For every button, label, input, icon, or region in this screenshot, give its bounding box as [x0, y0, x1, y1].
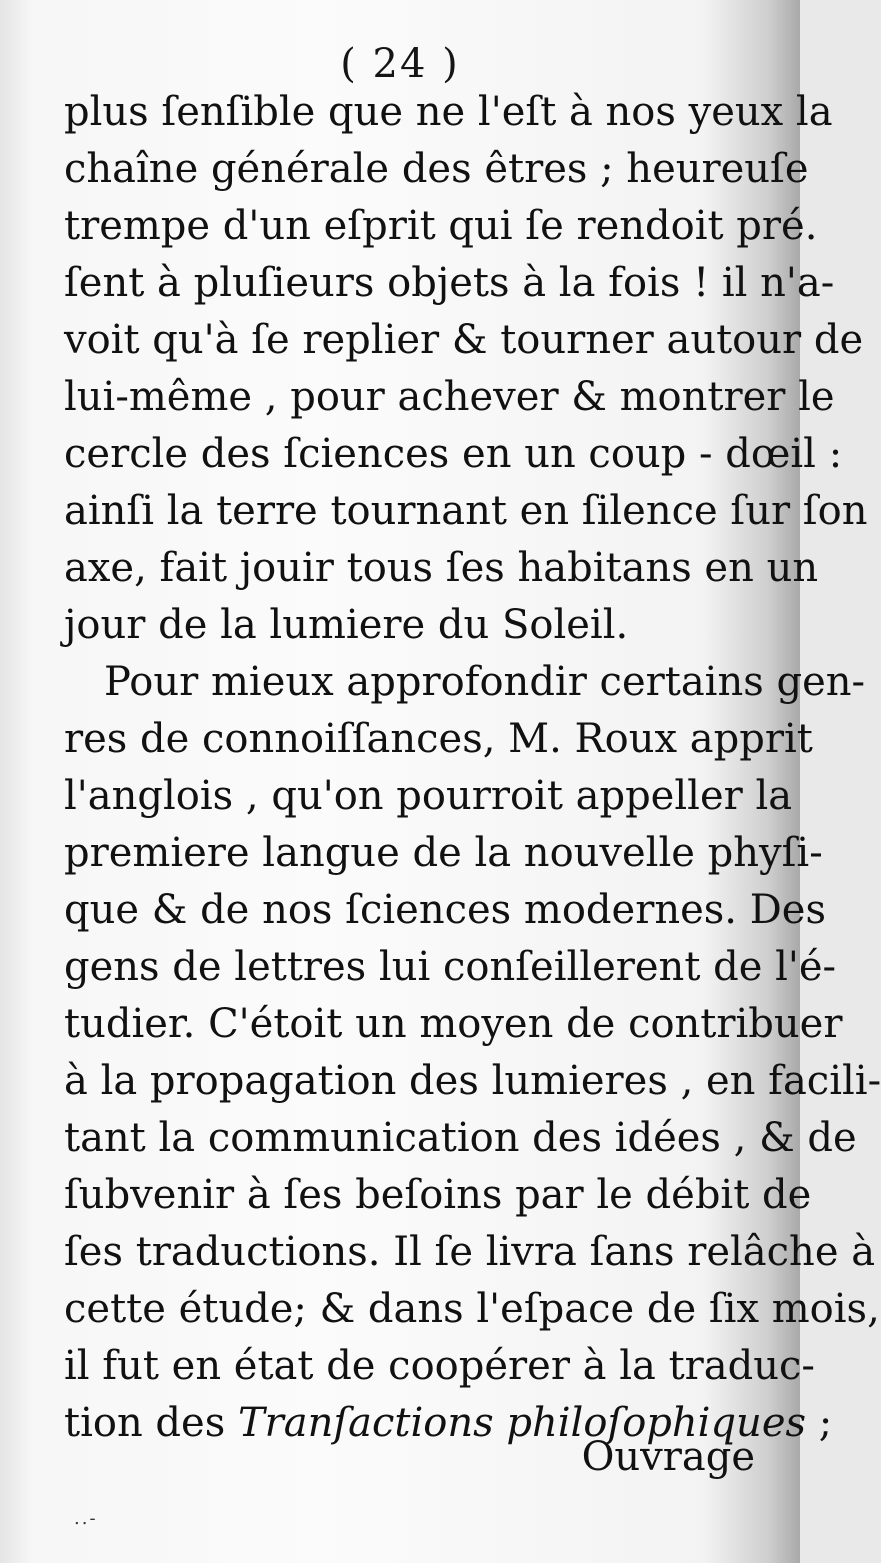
text-line: il fut en état de coopérer à la traduc-	[64, 1343, 815, 1389]
text-line: chaîne générale des êtres ; heureuſe	[64, 146, 809, 192]
text-line: ſubvenir à ſes beſoins par le débit de	[64, 1172, 812, 1218]
text-line: cercle des ſciences en un coup - dœil :	[64, 431, 843, 477]
text-line: à la propagation des lumieres , en facili-	[64, 1058, 881, 1104]
text-line: Pour mieux approfondir certains gen-	[104, 659, 866, 705]
text-line: voit qu'à ſe replier & tourner autour de	[64, 317, 864, 363]
text-line: que & de nos ſciences modernes. Des	[64, 887, 826, 933]
catchword: Ouvrage	[581, 1434, 755, 1480]
text-line: gens de lettres lui conſeillerent de l'é-	[64, 944, 837, 990]
text-line: tudier. C'étoit un moyen de contribuer	[64, 1001, 843, 1047]
text-line: l'anglois , qu'on pourroit appeller la	[64, 773, 793, 819]
text-line: jour de la lumiere du Soleil.	[64, 602, 629, 648]
text-line: ainſi la terre tournant en ſilence ſur ſon	[64, 488, 868, 534]
text-line: lui-même , pour achever & montrer le	[64, 374, 835, 420]
italic-title: Tranſactions philoſophiques	[237, 1400, 807, 1446]
text-line: res de connoiſſances, M. Roux apprit	[64, 716, 813, 762]
text-line: trempe d'un eſprit qui ſe rendoit pré.	[64, 203, 818, 249]
page-number: ( 24 )	[340, 41, 460, 87]
text-line: axe, fait jouir tous ſes habitans en un	[64, 545, 819, 591]
text-line: ſes traductions. Il ſe livra ſans relâche à	[64, 1229, 876, 1275]
text-line-end: ;	[806, 1400, 833, 1446]
text-line: tant la communication des idées , & de	[64, 1115, 857, 1161]
text-line: cette étude; & dans l'eſpace de ſix mois,	[64, 1286, 880, 1332]
text-line: premiere langue de la nouvelle phyſi-	[64, 830, 823, 876]
text-line-start: tion des	[64, 1400, 238, 1446]
text-line: ſent à pluſieurs objets à la fois ! il n'a-	[64, 260, 835, 306]
printer-mark: ..-	[74, 1508, 98, 1529]
text-line: plus ſenſible que ne l'eſt à nos yeux la	[64, 89, 833, 135]
